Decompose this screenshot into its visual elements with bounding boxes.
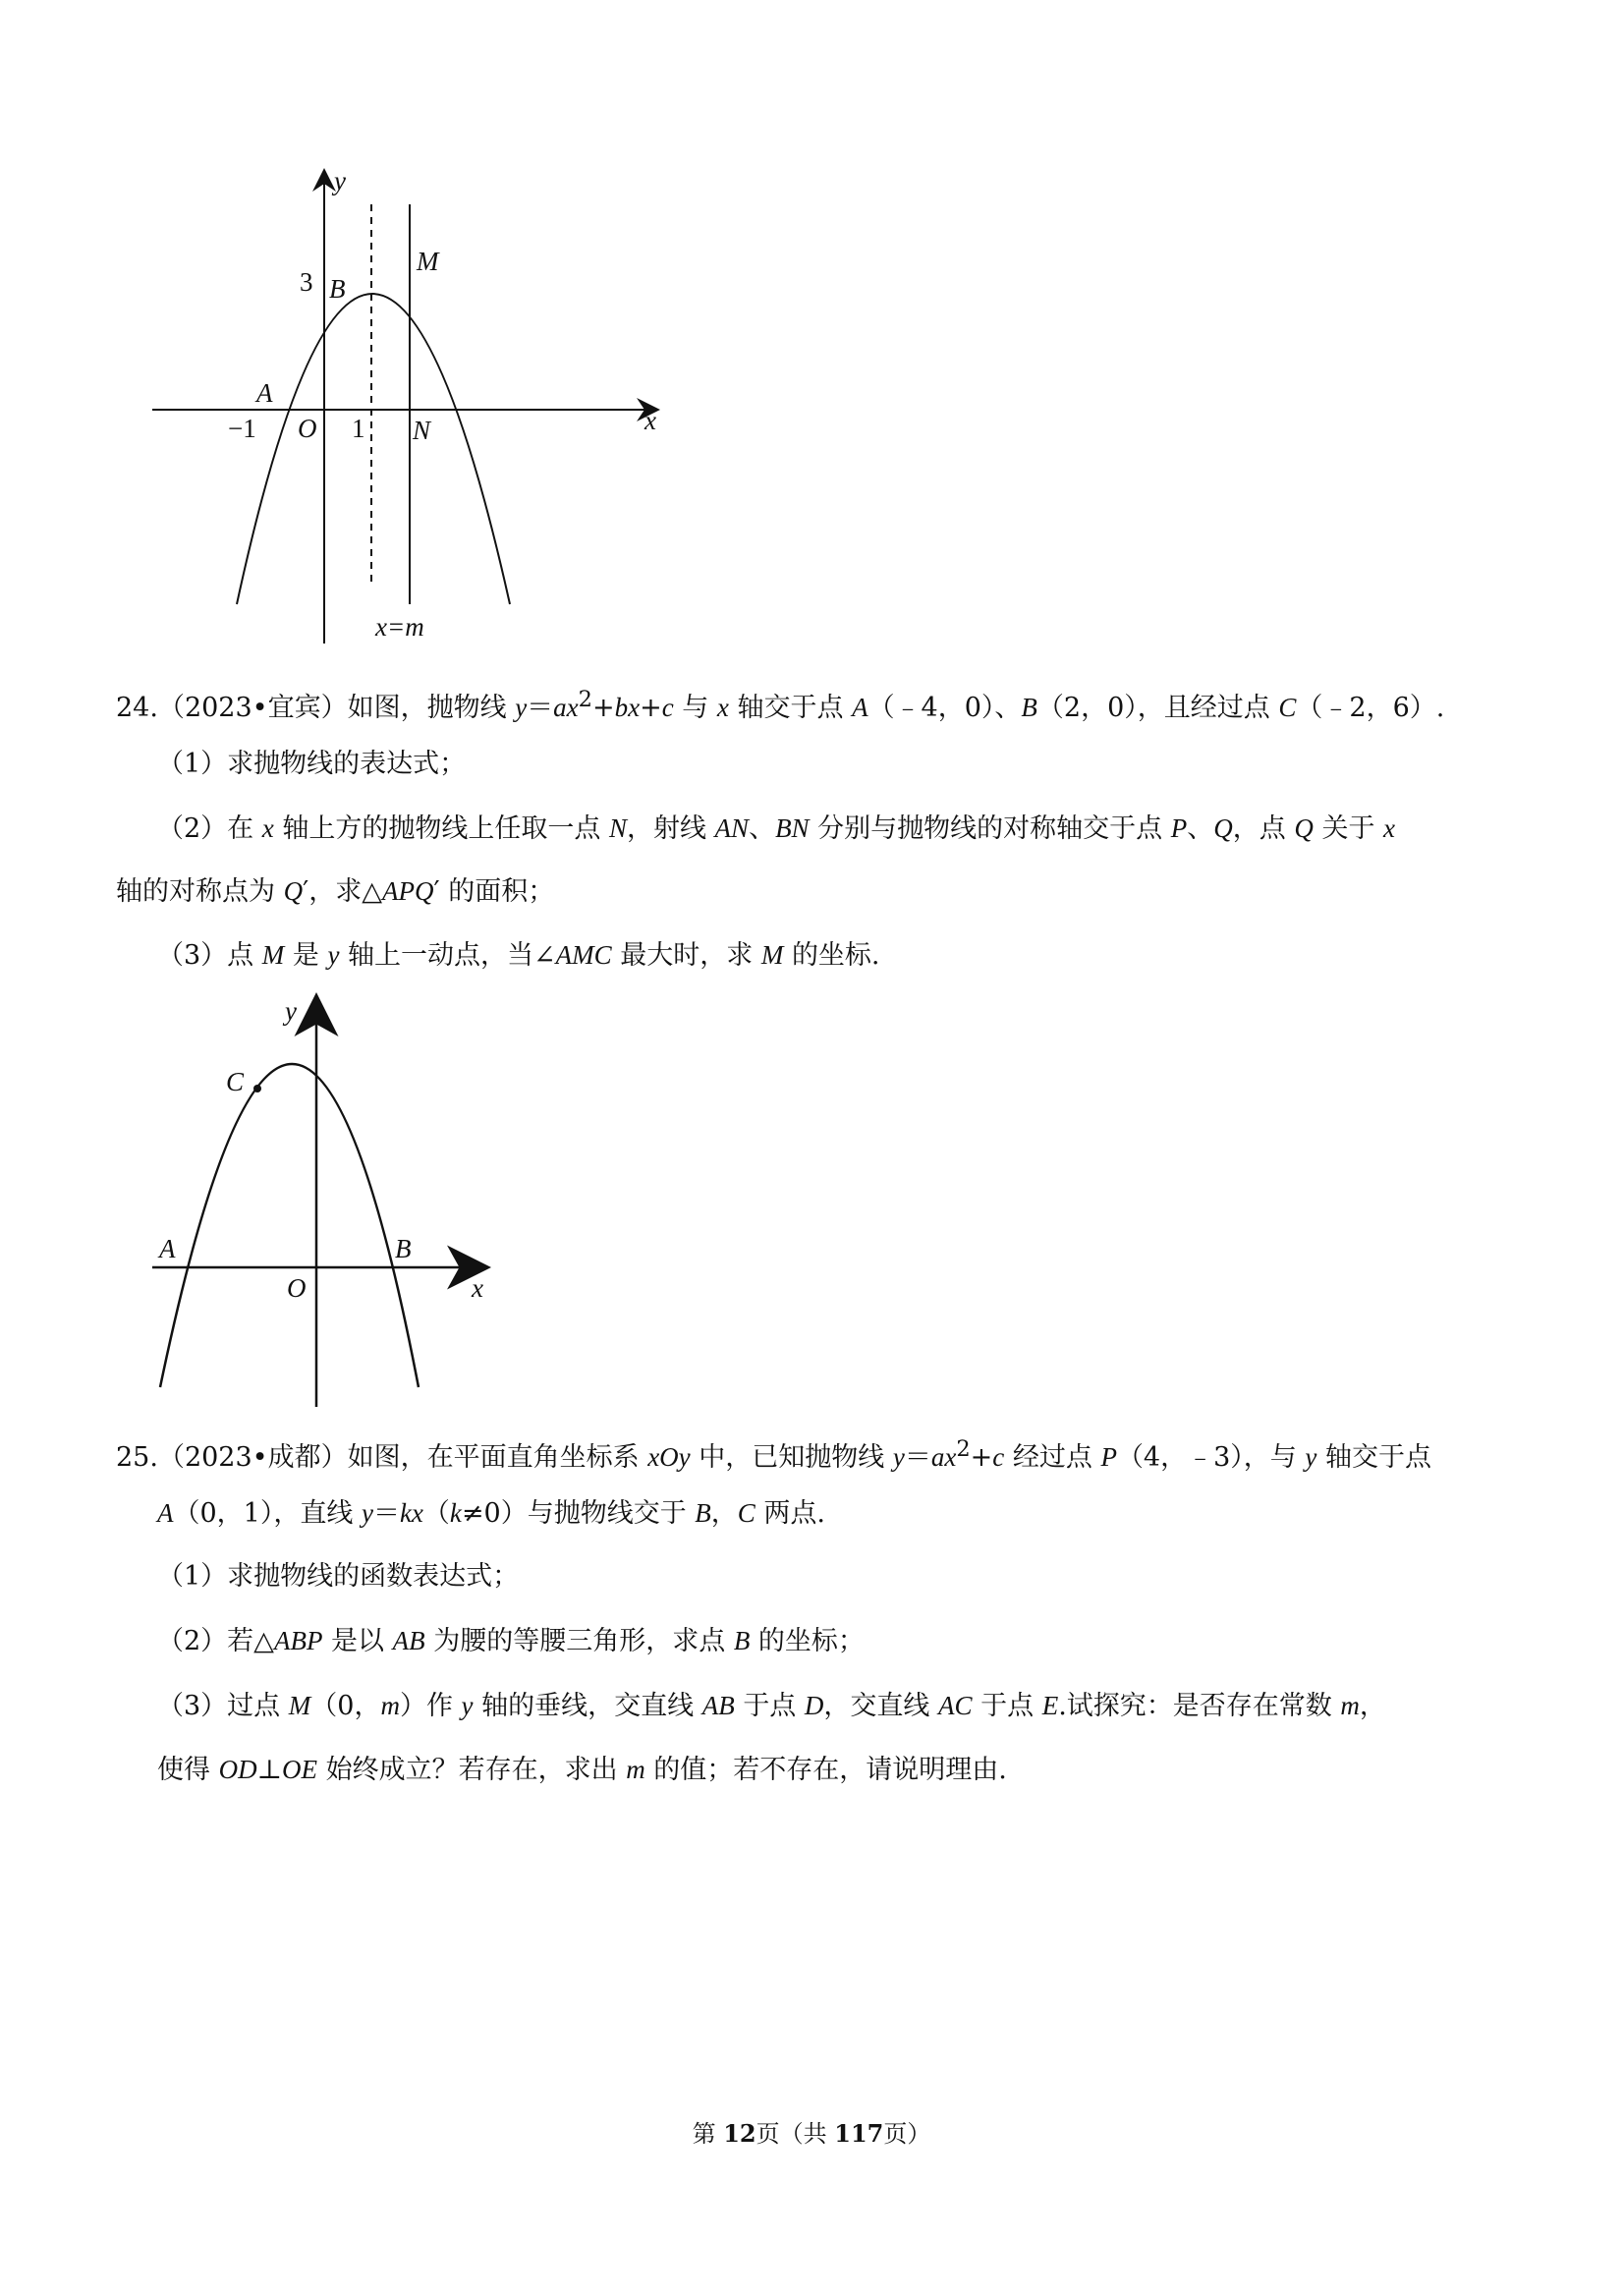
x-axis-label: x [472,1273,483,1303]
point-A-label: A [256,378,273,408]
q25-stem-line2: A（0，1），直线 y＝kx（k≠0）与抛物线交于 B，C 两点. [157,1498,825,1529]
point-C-dot [253,1085,261,1092]
q24-part2-line2: 轴的对称点为 Q′，求△APQ′ 的面积； [116,876,555,907]
page-total: 117 [834,2119,884,2148]
figure-1-parabola [138,157,688,658]
origin-label: O [287,1273,307,1303]
parabola-curve [237,294,510,604]
tick-1: 1 [352,414,365,443]
point-B-label: B [329,274,346,304]
origin-label: O [298,414,317,443]
q24-stem: 24.（2023•宜宾）如图，抛物线 $y=ax^2+bx+c$ 与 x 轴交于点 A（﹣4，0）、B（2，0），且经过点 C（﹣2，6）. [116,687,1445,723]
tick-neg1: −1 [228,414,256,443]
line-m-label: x=m [375,612,424,642]
point-N-label: N [413,416,431,445]
page-footer: 第 12页（共 117页） [692,2119,931,2148]
point-A-label: A [159,1234,176,1263]
page-number: 12 [723,2119,756,2148]
y-value-3: 3 [300,267,313,297]
q24-part1: （1）求抛物线的表达式； [157,749,467,779]
q25-part3: （3）过点 M（0，m）作 y 轴的垂线，交直线 AB 于点 D，交直线 AC 于点 E.试探究：是否存在常数 m， [157,1691,1386,1721]
x-axis-label: x [644,406,656,435]
y-axis-label: y [334,166,346,196]
q25-part3-line2: 使得 OD⊥OE 始终成立？若存在，求出 m 的值；若不存在，请说明理由. [157,1755,1007,1785]
point-B-label: B [395,1234,412,1263]
point-M-label: M [417,247,439,276]
q25-part2: （2）若△ABP 是以 AB 为腰的等腰三角形，求点 B 的坐标； [157,1626,865,1656]
y-axis-label: y [285,996,297,1026]
q25-part1: （1）求抛物线的函数表达式； [157,1561,520,1592]
point-C-label: C [226,1067,245,1096]
parabola-curve [160,1064,419,1387]
q24-part2: （2）在 x 轴上方的抛物线上任取一点 N，射线 AN、BN 分别与抛物线的对称轴交于点 P、Q，点 Q 关于 x [157,813,1396,844]
q25-stem: 25.（2023•成都）如图，在平面直角坐标系 xOy 中，已知抛物线 $y=ax^2+c$ 经过点 P（4，﹣3），与 y 轴交于点 [116,1436,1431,1473]
q24-part3: （3）点 M 是 y 轴上一动点，当∠AMC 最大时，求 M 的坐标. [157,940,880,971]
figure-2-parabola [138,982,531,1415]
